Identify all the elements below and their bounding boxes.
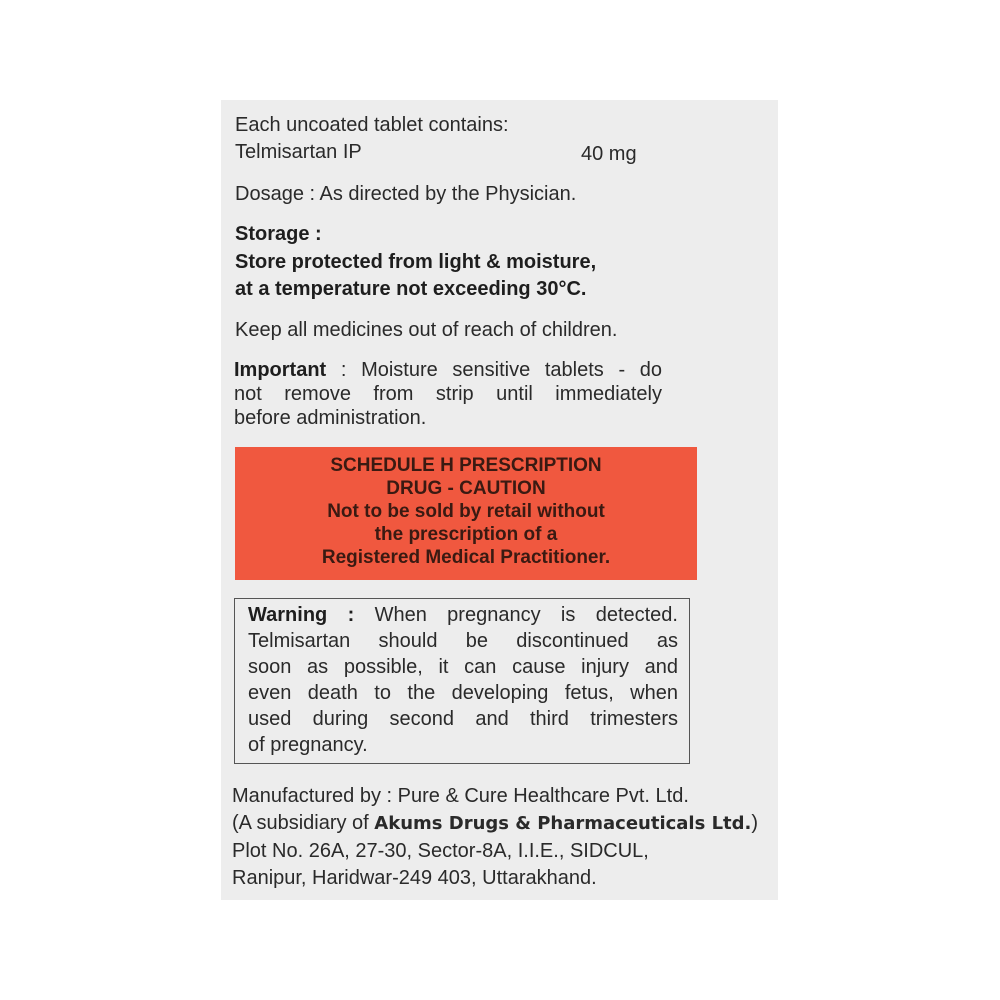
important-line-1: : Moisture sensitive tablets - do xyxy=(340,359,662,381)
caution-line-2: DRUG - CAUTION xyxy=(386,478,546,499)
schedule-h-caution-box xyxy=(235,447,697,580)
storage-title: Storage : xyxy=(235,223,322,245)
subsidiary-prefix: (A subsidiary of xyxy=(232,812,369,834)
manufacturer-line: Manufactured by : Pure & Cure Healthcare Pvt. Ltd. xyxy=(232,785,689,807)
warning-line-1: When pregnancy is detected. xyxy=(374,604,678,626)
caution-line-3: Not to be sold by retail without xyxy=(327,501,605,522)
storage-line-1: Store protected from light & moisture, xyxy=(235,251,597,273)
subsidiary-suffix: ) xyxy=(751,812,759,834)
subsidiary-line xyxy=(232,811,758,836)
warning-line-2: Telmisartan should be discontinued as xyxy=(248,630,678,652)
dosage-text: Dosage : As directed by the Physician. xyxy=(235,183,577,205)
storage-line-2: at a temperature not exceeding 30°C. xyxy=(235,278,587,300)
warning-label: Warning : xyxy=(248,604,355,626)
composition-heading: Each uncoated tablet contains: xyxy=(235,114,509,136)
caution-line-5: Registered Medical Practitioner. xyxy=(321,547,611,568)
caution-line-1: SCHEDULE H PRESCRIPTION xyxy=(330,455,602,476)
important-label: Important xyxy=(234,359,327,381)
caution-line-4: the prescription of a xyxy=(374,524,558,545)
children-warning: Keep all medicines out of reach of children. xyxy=(235,319,618,341)
warning-line-3: soon as possible, it can cause injury and xyxy=(248,656,678,678)
important-line-2: not remove from strip until immediately xyxy=(234,383,662,405)
warning-line-5: used during second and third trimesters xyxy=(248,708,678,730)
warning-line-6: of pregnancy. xyxy=(248,734,368,756)
important-line-3: before administration. xyxy=(234,407,427,429)
subsidiary-brand: Akums Drugs & Pharmaceuticals Ltd. xyxy=(374,813,752,834)
important-note xyxy=(234,358,662,430)
ingredient-name: Telmisartan IP xyxy=(235,141,362,163)
address-line-1: Plot No. 26A, 27-30, Sector-8A, I.I.E., SIDCUL, xyxy=(232,840,649,862)
warning-line-4: even death to the developing fetus, when xyxy=(248,682,678,704)
warning-text xyxy=(248,603,678,759)
ingredient-strength: 40 mg xyxy=(581,143,637,165)
address-line-2: Ranipur, Haridwar-249 403, Uttarakhand. xyxy=(232,867,597,889)
